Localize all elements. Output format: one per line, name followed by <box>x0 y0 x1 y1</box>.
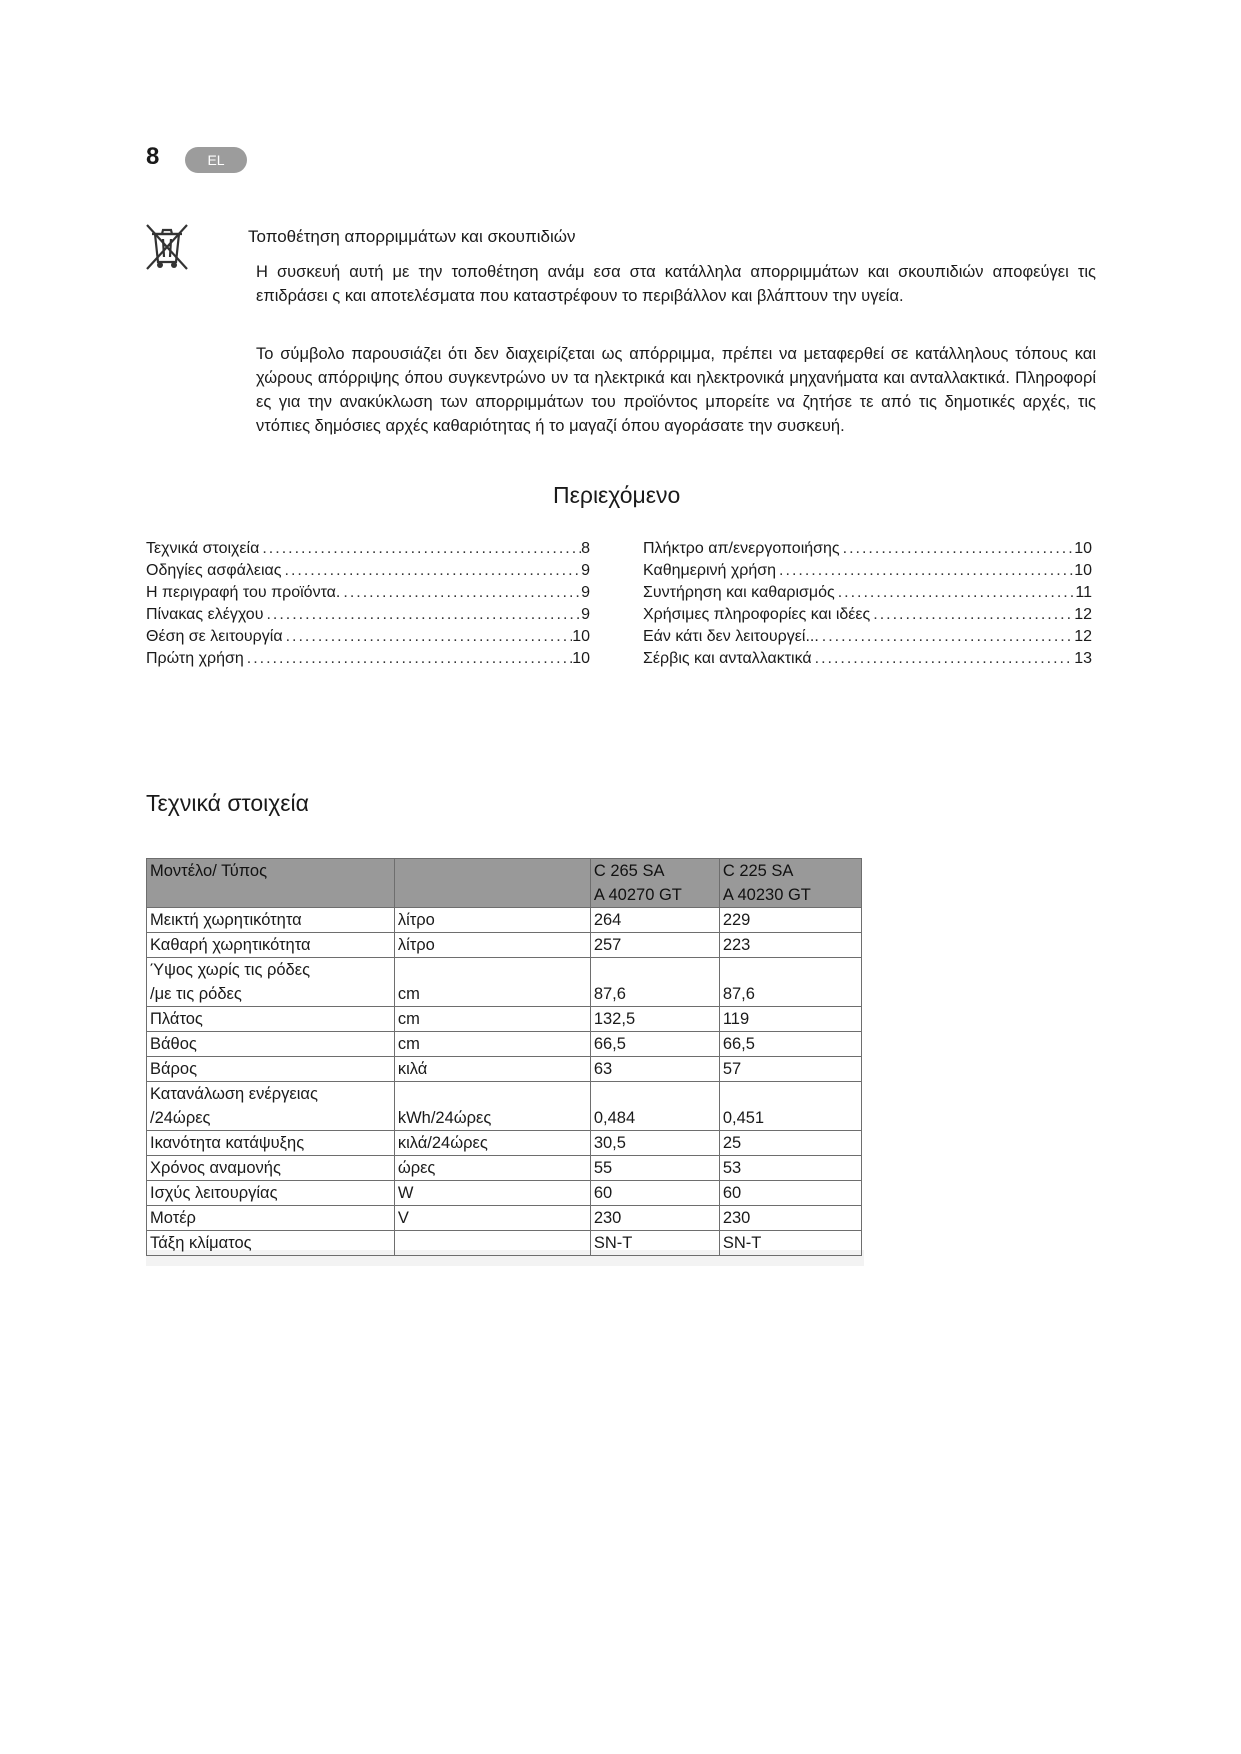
row-label: Βάθος <box>147 1032 395 1057</box>
row-label: Μεικτή χωρητικότητα <box>147 908 395 933</box>
specs-heading: Τεχνικά στοιχεία <box>146 790 309 816</box>
table-row <box>147 933 862 958</box>
row-value-2: 60 <box>719 1181 861 1206</box>
table-row <box>147 1082 862 1131</box>
toc-entry[interactable] <box>643 582 1092 604</box>
row-value-1: SN-T <box>590 1231 719 1256</box>
row-unit: cm <box>394 958 590 1007</box>
row-value-1: 264 <box>590 908 719 933</box>
page-number: 8 <box>146 143 160 170</box>
row-unit: V <box>394 1206 590 1231</box>
header-unit <box>394 859 590 908</box>
row-unit: cm <box>394 1032 590 1057</box>
toc-entry[interactable] <box>643 604 1092 626</box>
toc-entry[interactable] <box>146 604 590 626</box>
row-label: Βάρος <box>147 1057 395 1082</box>
row-value-2: 229 <box>719 908 861 933</box>
toc-entry-label: Η περιγραφή του προϊόντα. <box>146 584 341 601</box>
toc-entry-page: 10 <box>572 628 590 645</box>
crossed-out-wheelie-bin-icon <box>144 222 190 272</box>
row-value-2: 66,5 <box>719 1032 861 1057</box>
row-unit <box>394 1231 590 1256</box>
row-unit: kWh/24ώρες <box>394 1082 590 1131</box>
row-label: Ικανότητα κατάψυξης <box>147 1131 395 1156</box>
row-unit: ώρες <box>394 1156 590 1181</box>
toc-right-column <box>643 538 1092 670</box>
row-label: Ύψος χωρίς τις ρόδες /με τις ρόδες <box>147 958 395 1007</box>
row-value-2: 53 <box>719 1156 861 1181</box>
toc-entry-label: Τεχνικά στοιχεία <box>146 540 260 557</box>
toc-entry[interactable] <box>643 626 1092 648</box>
toc-entry[interactable] <box>146 582 590 604</box>
table-row <box>147 1156 862 1181</box>
row-unit: λίτρο <box>394 908 590 933</box>
toc-entry-page: 10 <box>1074 562 1092 579</box>
row-value-1: 132,5 <box>590 1007 719 1032</box>
toc-entry-label: Θέση σε λειτουργία <box>146 628 283 645</box>
table-header-row <box>147 859 862 908</box>
toc-entry-label: Οδηγίες ασφάλειας <box>146 562 282 579</box>
row-value-2: SN-T <box>719 1231 861 1256</box>
table-row <box>147 1057 862 1082</box>
toc-entry-label: Πρώτη χρήση <box>146 650 244 667</box>
row-value-2: 119 <box>719 1007 861 1032</box>
toc-entry-page: 9 <box>581 562 590 579</box>
table-row <box>147 1131 862 1156</box>
row-unit: cm <box>394 1007 590 1032</box>
toc-left-column <box>146 538 590 670</box>
toc-title: Περιεχόμενο <box>553 482 681 508</box>
table-row <box>147 1032 862 1057</box>
row-value-2: 57 <box>719 1057 861 1082</box>
table-row <box>147 1007 862 1032</box>
row-label: Πλάτος <box>147 1007 395 1032</box>
toc-entry-label: Συντήρηση και καθαρισμός <box>643 584 835 601</box>
toc-entry-label: Πλήκτρο απ/ενεργοποιήσης <box>643 540 840 557</box>
toc-entry-page: 10 <box>1074 540 1092 557</box>
row-value-1: 230 <box>590 1206 719 1231</box>
language-badge: EL <box>185 147 247 173</box>
toc-entry-page: 9 <box>581 584 590 601</box>
row-unit: W <box>394 1181 590 1206</box>
disposal-heading: Τοποθέτηση απορριμμάτων και σκουπιδιών <box>248 227 576 246</box>
row-unit: κιλά/24ώρες <box>394 1131 590 1156</box>
row-value-2: 230 <box>719 1206 861 1231</box>
toc-entry-label: Χρήσιμες πληροφορίες και ιδέες <box>643 606 871 623</box>
row-label: Ισχύς λειτουργίας <box>147 1181 395 1206</box>
toc-entry-page: 11 <box>1075 584 1092 601</box>
row-value-1: 60 <box>590 1181 719 1206</box>
row-label: Καθαρή χωρητικότητα <box>147 933 395 958</box>
toc-entry-label: Καθημερινή χρήση <box>643 562 777 579</box>
header-model-2: C 225 SA A 40230 GT <box>719 859 861 908</box>
row-value-2: 223 <box>719 933 861 958</box>
row-value-1: 0,484 <box>590 1082 719 1131</box>
toc-entry-label: Σέρβις και ανταλλακτικά <box>643 650 812 667</box>
toc-entry[interactable] <box>146 538 590 560</box>
disposal-paragraph-1: Η συσκευή αυτή με την τοποθέτηση ανάμ εσα στα κατάλληλα απορριμμάτων και σκουπιδιών αποφεύγει τις επιδράσει ς και αποτελέσματα που καταστρέφουν το περιβάλλον και βλάπτουν την υγεία. <box>256 263 1096 305</box>
row-value-1: 87,6 <box>590 958 719 1007</box>
toc-entry[interactable] <box>643 560 1092 582</box>
toc-entry-page: 12 <box>1074 606 1092 623</box>
header-label: Μοντέλο/ Τύπος <box>147 859 395 908</box>
toc-entry[interactable] <box>146 648 590 670</box>
table-row <box>147 1181 862 1206</box>
toc-entry-page: 9 <box>581 606 590 623</box>
row-unit: κιλά <box>394 1057 590 1082</box>
toc-entry-page: 10 <box>572 650 590 667</box>
header-model-1: C 265 SA A 40270 GT <box>590 859 719 908</box>
row-unit: λίτρο <box>394 933 590 958</box>
specs-table <box>146 858 862 1256</box>
row-label: Τάξη κλίματος <box>147 1231 395 1256</box>
toc-entry-label: Πίνακας ελέγχου <box>146 606 264 623</box>
toc-entry[interactable] <box>643 648 1092 670</box>
toc-entry-page: 12 <box>1074 628 1092 645</box>
table-row <box>147 908 862 933</box>
row-value-2: 0,451 <box>719 1082 861 1131</box>
row-value-1: 66,5 <box>590 1032 719 1057</box>
row-label: Μοτέρ <box>147 1206 395 1231</box>
row-value-1: 55 <box>590 1156 719 1181</box>
row-value-2: 25 <box>719 1131 861 1156</box>
toc-entry-label: Εάν κάτι δεν λειτουργεί... <box>643 628 819 645</box>
row-label: Χρόνος αναμονής <box>147 1156 395 1181</box>
toc-entry[interactable] <box>146 626 590 648</box>
disposal-paragraph-2: Το σύμβολο παρουσιάζει ότι δεν διαχειρίζεται ως απόρριμμα, πρέπει να μεταφερθεί σε κατάλληλους τόπους και χώρους απόρριψης όπου συγκεντρώνο υν τα ηλεκτρικά και ηλεκτρονικά μηχανήματα και ανταλλακτικά. Πληροφορί ες για την ανακύκλωση των απορριμμάτων του προϊόντος μπορείτε να ζητήσε τε από τις δημοτικές αρχές, τις ντόπιες δημόσιες αρχές καθαριότητας ή το μαγαζί όπου αγοράσατε την συσκευή. <box>256 345 1096 435</box>
row-label: Κατανάλωση ενέργειας /24ώρες <box>147 1082 395 1131</box>
toc-entry[interactable] <box>643 538 1092 560</box>
row-value-2: 87,6 <box>719 958 861 1007</box>
row-value-1: 63 <box>590 1057 719 1082</box>
toc-entry-page: 13 <box>1074 650 1092 667</box>
row-value-1: 30,5 <box>590 1131 719 1156</box>
toc-entry-page: 8 <box>581 540 590 557</box>
toc-entry[interactable] <box>146 560 590 582</box>
table-row <box>147 958 862 1007</box>
table-row <box>147 1231 862 1256</box>
table-row <box>147 1206 862 1231</box>
row-value-1: 257 <box>590 933 719 958</box>
